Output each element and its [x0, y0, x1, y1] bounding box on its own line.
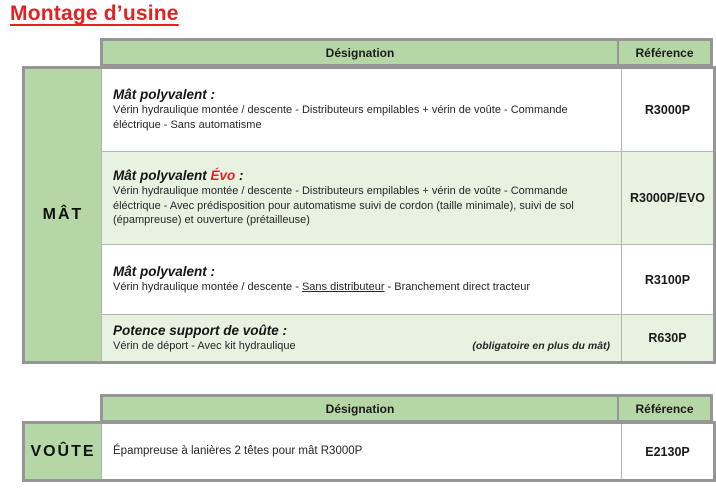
mat-table-header	[100, 38, 713, 67]
heading-text: Mât polyvalent	[113, 168, 211, 184]
reference-cell: R3000P	[622, 68, 715, 152]
table-row	[24, 245, 715, 315]
table-row	[24, 152, 715, 245]
table-row	[24, 423, 715, 481]
row-heading	[113, 168, 610, 183]
column-header-reference: Référence	[635, 45, 694, 60]
reference-cell: E2130P	[622, 423, 715, 481]
row-description: Vérin hydraulique montée / descente - Distributeurs empilables + vérin de voûte - Commande éléctrique - Avec prédisposition pour automatisme suivi de cordon (taille minimale), suivi de sol (épampreuse) et ouverture (prétailleuse)	[113, 185, 574, 227]
column-header-reference: Référence	[635, 401, 694, 416]
designation-cell	[102, 152, 622, 245]
mandatory-note: (obligatoire en plus du mât)	[472, 339, 610, 352]
table-row	[24, 315, 715, 363]
column-header-designation: Désignation	[103, 397, 619, 420]
row-description	[113, 339, 610, 354]
row-description: Épampreuse à lanières 2 têtes pour mât R3000P	[113, 444, 363, 457]
voute-section-label: VOÛTE	[24, 423, 102, 481]
heading-text: :	[235, 168, 244, 184]
page-title: Montage d’usine	[10, 2, 179, 25]
designation-cell	[102, 315, 622, 363]
description-text: Vérin de déport - Avec kit hydraulique	[113, 339, 296, 352]
designation-cell	[102, 245, 622, 315]
row-heading: Mât polyvalent :	[113, 87, 216, 103]
voute-table	[22, 421, 716, 482]
row-heading: Mât polyvalent :	[113, 264, 216, 280]
voute-table-header	[100, 394, 713, 423]
reference-cell: R3000P/EVO	[622, 152, 715, 245]
mat-table	[22, 66, 716, 364]
description-text: Vérin hydraulique montée / descente -	[113, 281, 302, 294]
description-underlined: Sans distributeur	[301, 281, 385, 294]
description-text: - Branchement direct tracteur	[384, 281, 531, 294]
column-header-designation: Désignation	[103, 41, 619, 64]
reference-cell: R3100P	[622, 245, 715, 315]
designation-cell	[102, 68, 622, 152]
heading-highlight-evo: Évo	[210, 168, 236, 184]
designation-cell	[102, 423, 622, 481]
reference-cell: R630P	[622, 315, 715, 363]
table-row	[24, 68, 715, 152]
row-description	[113, 280, 610, 295]
row-heading: Potence support de voûte :	[113, 322, 288, 338]
row-description: Vérin hydraulique montée / descente - Distributeurs empilables + vérin de voûte - Commande éléctrique - Sans automatisme	[113, 104, 568, 131]
mat-section-label: MÂT	[24, 68, 102, 363]
